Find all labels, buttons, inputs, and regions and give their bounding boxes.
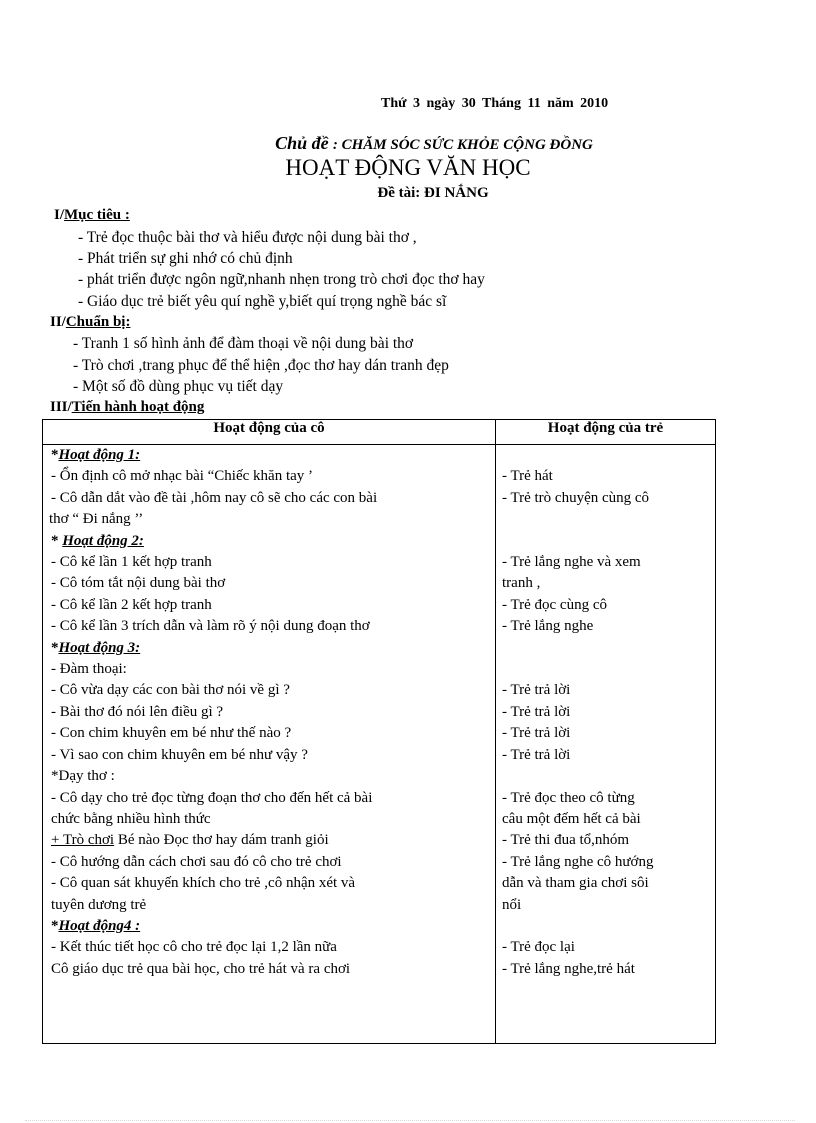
teacher-line: - Đàm thoại:	[51, 661, 127, 678]
poem-teaching-heading: *Dạy thơ :	[51, 768, 115, 785]
page-footer-divider	[25, 1120, 795, 1121]
activity-table	[42, 419, 716, 1044]
teacher-line: chức bằng nhiều hình thức	[51, 810, 211, 827]
teacher-line: - Cô kể lần 1 kết hợp tranh	[51, 554, 212, 571]
section-objectives-title: Mục tiêu :	[64, 207, 130, 223]
objective-item: - phát triển được ngôn ngữ,nhanh nhẹn trong trò chơi đọc thơ hay	[78, 271, 485, 288]
child-line: - Trẻ thi đua tổ,nhóm	[502, 832, 630, 849]
teacher-line: tuyên dương trẻ	[51, 896, 147, 913]
teacher-column	[43, 445, 496, 1044]
teacher-line: Cô giáo dục trẻ qua bài học, cho trẻ hát và ra chơi	[51, 960, 351, 977]
section-procedure-prefix: III/	[50, 399, 72, 415]
section-procedure-heading	[50, 399, 204, 416]
teacher-line: - Cô kể lần 3 trích dẫn và làm rõ ý nội dung đoạn thơ	[51, 618, 370, 635]
child-line: - Trẻ đọc lại	[502, 939, 575, 956]
theme-label: Chủ đề	[275, 133, 329, 153]
teacher-line: - Cô tóm tắt nội dung bài thơ	[51, 575, 226, 592]
child-line: dẫn và tham gia chơi sôi	[502, 875, 649, 892]
teacher-line: - Cô vừa dạy các con bài thơ nói về gì ?	[51, 682, 290, 699]
child-line: câu một đếm hết cả bài	[502, 810, 641, 827]
activity-1-heading: *Hoạt động 1:	[51, 447, 141, 463]
child-line: - Trẻ trò chuyện cùng cô	[502, 489, 650, 506]
child-line: - Trẻ lắng nghe cô hướng	[502, 853, 654, 870]
child-line: - Trẻ đọc cùng cô	[502, 596, 607, 613]
child-line: - Trẻ hát	[502, 468, 553, 485]
preparation-item: - Một số đồ dùng phục vụ tiết dạy	[73, 378, 284, 395]
teacher-line: - Ổn định cô mở nhạc bài “Chiếc khăn tay ’	[51, 468, 314, 485]
section-objectives-prefix: I/	[54, 207, 65, 223]
date-line: Thứ 3 ngày 30 Tháng 11 năm 2010	[381, 96, 609, 111]
child-line: tranh ,	[502, 575, 541, 592]
objective-item: - Trẻ đọc thuộc bài thơ và hiểu được nội dung bài thơ ,	[78, 229, 417, 246]
child-line: - Trẻ trả lời	[502, 725, 571, 742]
activity-2-heading: * Hoạt động 2:	[51, 532, 144, 549]
topic-line	[0, 185, 816, 202]
topic-label: Đề tài	[377, 185, 416, 201]
theme-line	[0, 133, 816, 154]
preparation-item: - Tranh 1 số hình ảnh để đàm thoại về nội dung bài thơ	[73, 335, 414, 352]
activity-4-heading: *Hoạt động4 :	[51, 917, 141, 934]
activity-3-heading: *Hoạt động 3:	[51, 639, 141, 656]
teacher-line: - Cô kể lần 2 kết hợp tranh	[51, 596, 212, 613]
topic-value: : ĐI NẮNG	[415, 185, 489, 201]
child-line: - Trẻ lắng nghe và xem	[502, 554, 641, 571]
section-preparation-heading	[50, 314, 130, 331]
teacher-line: - Con chim khuyên em bé như thế nào ?	[51, 725, 292, 742]
game-line: + Trò chơi Bé nào Đọc thơ hay dám tranh giỏi	[51, 832, 329, 849]
child-line: - Trẻ lắng nghe,trẻ hát	[502, 960, 635, 977]
objective-item: - Phát triển sự ghi nhớ có chủ định	[78, 250, 293, 267]
table-header-row	[43, 420, 716, 445]
child-line: - Trẻ trả lời	[502, 746, 571, 763]
teacher-line: - Cô dẫn dắt vào đề tài ,hôm nay cô sẽ cho các con bài	[51, 489, 378, 506]
teacher-line: - Bài thơ đó nói lên điều gì ?	[51, 703, 224, 720]
child-line: - Trẻ lắng nghe	[502, 618, 594, 635]
preparation-item: - Trò chơi ,trang phục để thể hiện ,đọc thơ hay dán tranh đẹp	[73, 357, 449, 374]
page-title: HOẠT ĐỘNG VĂN HỌC	[285, 155, 531, 180]
objective-item: - Giáo dục trẻ biết yêu quí nghề y,biết quí trọng nghề bác sĩ	[78, 293, 447, 310]
header-teacher: Hoạt động của cô	[43, 420, 496, 445]
section-preparation-prefix: II/	[50, 314, 66, 330]
teacher-line: - Cô quan sát khuyến khích cho trẻ ,cô nhận xét và	[51, 875, 356, 892]
section-objectives-heading	[54, 207, 130, 224]
child-column	[496, 445, 716, 1044]
teacher-line: - Cô dạy cho trẻ đọc từng đoạn thơ cho đến hết cả bài	[51, 789, 373, 806]
teacher-line: - Cô hướng dẫn cách chơi sau đó cô cho trẻ chơi	[51, 853, 342, 870]
child-line: - Trẻ trả lời	[502, 703, 571, 720]
section-procedure-title: Tiến hành hoạt động	[71, 399, 205, 415]
header-child: Hoạt động của trẻ	[496, 420, 716, 445]
teacher-line: thơ “ Đi nắng ’’	[49, 511, 144, 528]
table-body-row	[43, 445, 716, 1044]
section-preparation-title: Chuẩn bị:	[65, 314, 131, 330]
child-line: - Trẻ đọc theo cô từng	[502, 789, 635, 806]
theme-value: : CHĂM SÓC SỨC KHỎE CỘNG ĐỒNG	[332, 137, 593, 153]
child-line: nổi	[502, 896, 522, 913]
teacher-line: - Vì sao con chim khuyên em bé như vậy ?	[51, 746, 308, 763]
child-line: - Trẻ trả lời	[502, 682, 571, 699]
teacher-line: - Kết thúc tiết học cô cho trẻ đọc lại 1,2 lần nữa	[51, 939, 337, 956]
